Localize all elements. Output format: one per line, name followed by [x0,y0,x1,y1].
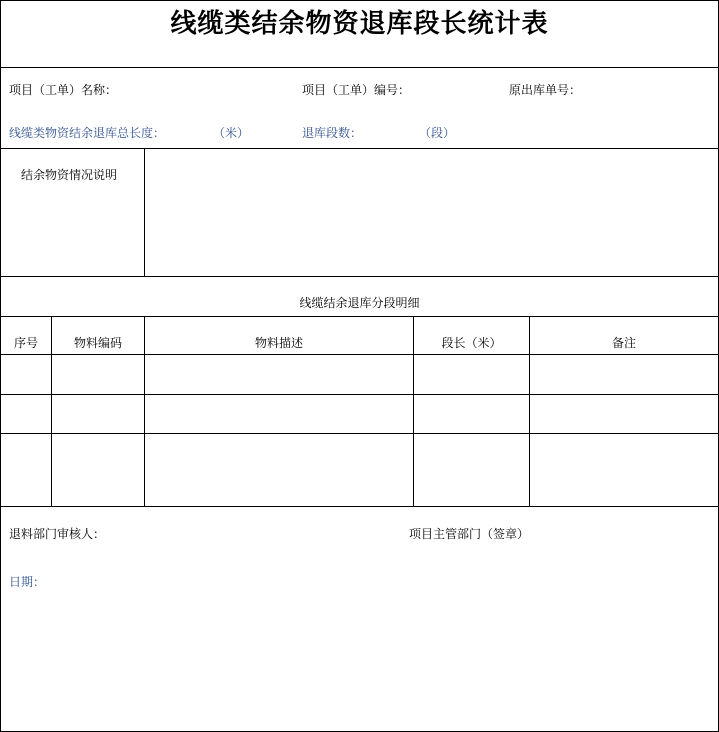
description-label: 结余物资情况说明 [21,168,118,182]
table-col-divider [413,316,414,506]
segment-count-unit: （段） [419,126,456,140]
table-col-divider [51,316,52,506]
divider [1,316,718,317]
col-header-remarks: 备注 [611,336,636,350]
date-label: 日期： [9,575,46,589]
form-title: 线缆类结余物资退库段长统计表 [170,9,549,39]
project-no-label: 项目（工单）编号： [302,83,411,97]
divider [1,148,718,149]
divider [144,148,145,276]
project-name-label: 项目（工单）名称： [9,83,118,97]
detail-section-title: 线缆结余退库分段明细 [299,296,420,310]
total-length-label: 线缆类物资结余退库总长度： [9,126,166,140]
col-header-index: 序号 [13,336,38,350]
col-header-segment-length: 段长（米） [441,336,502,350]
table-row-divider [1,394,718,395]
description-field[interactable] [151,153,711,271]
dept-signature-label: 项目主管部门（签章） [409,527,530,541]
table-col-divider [529,316,530,506]
table-col-divider [144,316,145,506]
table-row-divider [1,506,718,507]
total-length-unit: （米） [213,126,250,140]
original-order-label: 原出库单号： [509,83,582,97]
col-header-material-desc: 物料描述 [254,336,303,350]
col-header-material-code: 物料编码 [73,336,122,350]
segment-count-label: 退库段数： [302,126,363,140]
reviewer-label: 退料部门审核人： [9,527,106,541]
divider [1,67,718,68]
divider [1,276,718,277]
table-row-divider [1,354,718,355]
table-row-divider [1,433,718,434]
